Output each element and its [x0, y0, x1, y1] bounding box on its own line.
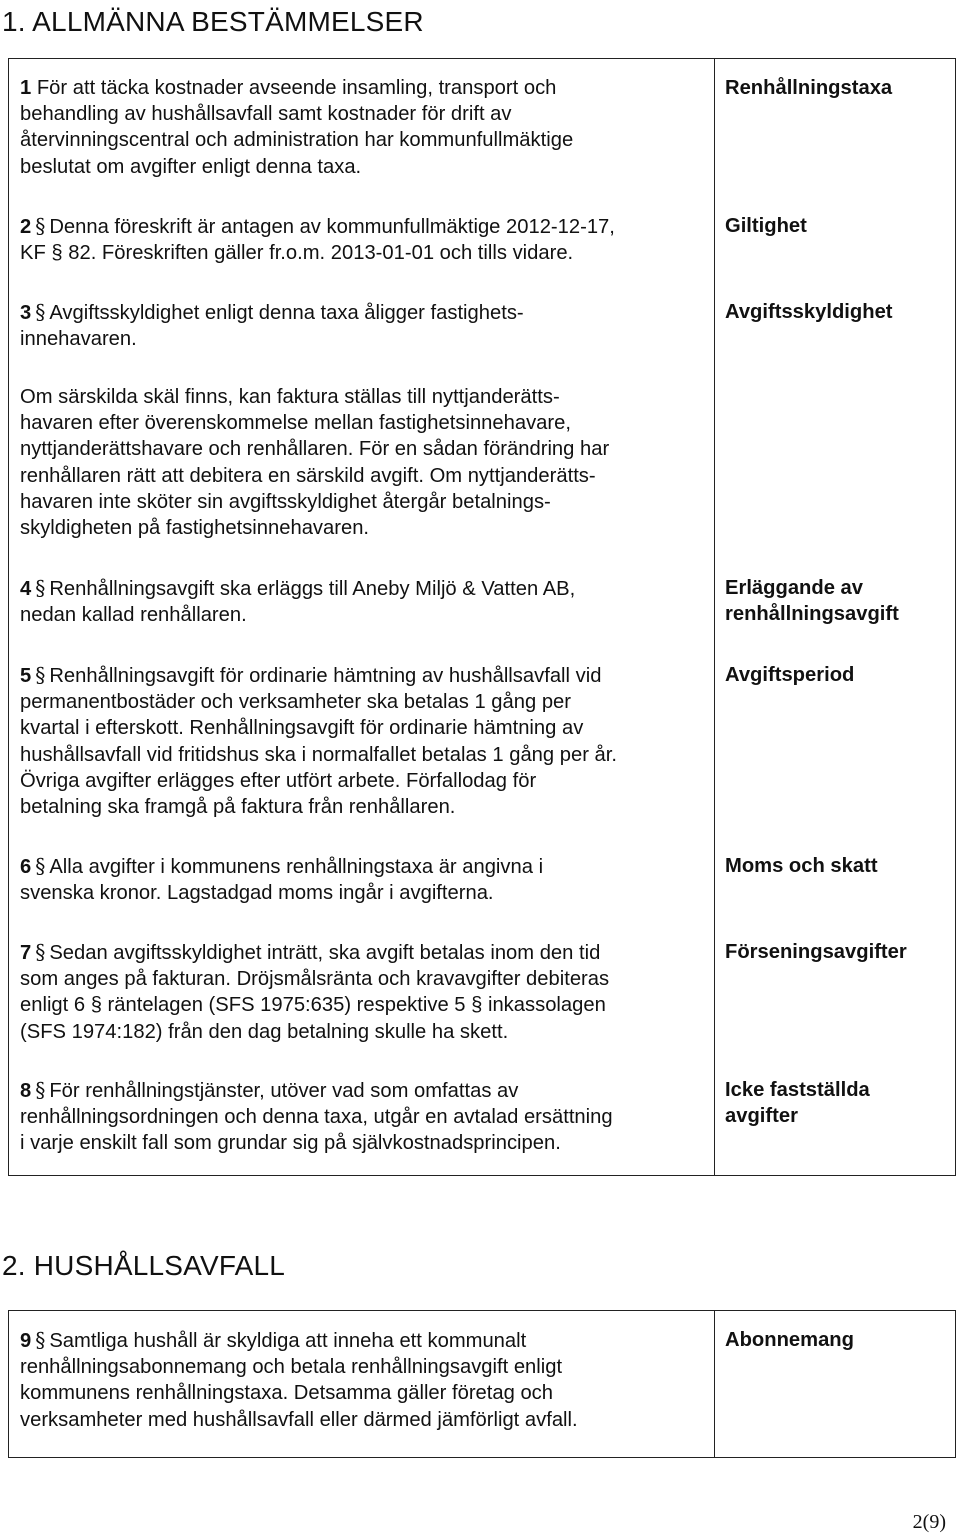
section-sign: §: [35, 1328, 46, 1352]
paragraph-5: [20, 662, 702, 820]
column-divider: [714, 1311, 715, 1457]
paragraph-3-continued: [20, 384, 702, 541]
paragraph-text: Sedan avgiftsskyldighet inträtt, ska avgift betalas inom den tid som anges på fakturan. Dröjsmålsränta och kravavgifter debiteras enligt 6 § räntelagen (SFS 1975:635) respektive 5 § inkassolagen (SFS 1974:182) från den dag betalning skulle ha skett.: [20, 942, 610, 1043]
paragraph-number: 5: [20, 665, 32, 687]
paragraph-text: Denna föreskrift är antagen av kommunfullmäktige 2012-12-17, KF § 82. Föreskriften gäller fr.o.m. 2013-01-01 och tills vidare.: [20, 216, 615, 265]
paragraph-text: Om särskilda skäl finns, kan faktura ställas till nyttjanderätts- havaren efter överenskommelse mellan fastighetsinnehavare, nyttjanderättshavare och renhållaren. För en sådan förändring har renhållaren rätt att debitera en särskild avgift. Om nyttjanderätts- havaren inte sköter sin avgiftsskyldighet återgår betalnings- skyldigheten på fastighetsinnehavaren.: [20, 386, 610, 540]
paragraph-1: [20, 75, 702, 180]
side-label-icke-faststallda: Icke fastställda avgifter: [725, 1079, 870, 1128]
side-label-forseningsavgifter: Förseningsavgifter: [725, 941, 907, 963]
paragraph-3: [20, 299, 702, 352]
paragraph-number: 3: [20, 302, 32, 324]
paragraph-number: 6: [20, 856, 32, 878]
section-1-heading: 1. ALLMÄNNA BESTÄMMELSER: [2, 6, 424, 37]
section-sign: §: [35, 300, 46, 324]
paragraph-2: [20, 213, 702, 266]
paragraph-number: 4: [20, 578, 32, 600]
section-sign: §: [35, 940, 46, 964]
paragraph-9: [20, 1327, 702, 1433]
paragraph-text: Renhållningsavgift ska erläggs till Aneby Miljö & Vatten AB, nedan kallad renhållaren.: [20, 578, 576, 627]
paragraph-number: 7: [20, 942, 32, 964]
section-sign: §: [35, 663, 46, 687]
paragraph-number: 2: [20, 216, 32, 238]
section-2-table: [8, 1310, 956, 1458]
side-label-abonnemang: Abonnemang: [725, 1329, 854, 1351]
paragraph-8: [20, 1077, 702, 1157]
page-number: 2(9): [912, 1511, 946, 1533]
section-sign: §: [35, 1078, 46, 1102]
side-label-giltighet: Giltighet: [725, 215, 807, 237]
paragraph-text: Avgiftsskyldighet enligt denna taxa åligger fastighets- innehavaren.: [20, 302, 524, 351]
paragraph-text: Alla avgifter i kommunens renhållningstaxa är angivna i svenska kronor. Lagstadgad moms ingår i avgifterna.: [20, 856, 544, 905]
side-label-erlaggande: Erläggande av renhållningsavgift: [725, 577, 899, 626]
section-1-table: [8, 58, 956, 1176]
side-label-renhallningstaxa: Renhållningstaxa: [725, 77, 893, 99]
column-divider: [714, 59, 715, 1175]
paragraph-text: För att täcka kostnader avseende insamling, transport och behandling av hushållsavfall samt kostnader för drift av återvinningscentral och administration har kommunfullmäktige beslutat om avgifter enligt denna taxa.: [20, 77, 574, 178]
paragraph-text: För renhållningstjänster, utöver vad som omfattas av renhållningsordningen och denna taxa, utgår en avtalad ersättning i varje enskilt fall som grundar sig på självkostnadsprincipen.: [20, 1080, 613, 1155]
paragraph-text: Renhållningsavgift för ordinarie hämtning av hushållsavfall vid permanentbostäder och verksamheter ska betalas 1 gång per kvartal i efterskott. Renhållningsavgift för ordinarie hämtning av hushållsavfall vid fritidshus ska i normalfallet betalas 1 gång per år. Övriga avgifter erlägges efter utfört arbete. Förfallodag för betalning ska framgå på faktura från renhållaren.: [20, 665, 617, 819]
paragraph-6: [20, 853, 702, 906]
section-sign: §: [35, 576, 46, 600]
side-label-moms: Moms och skatt: [725, 855, 878, 877]
section-sign: §: [35, 854, 46, 878]
paragraph-number: 9: [20, 1330, 32, 1352]
paragraph-4: [20, 575, 702, 628]
side-label-avgiftsperiod: Avgiftsperiod: [725, 664, 855, 686]
section-2-heading: 2. HUSHÅLLSAVFALL: [2, 1250, 286, 1281]
paragraph-7: [20, 939, 702, 1045]
paragraph-number: 8: [20, 1080, 32, 1102]
paragraph-number: 1: [20, 77, 32, 99]
side-label-avgiftsskyldighet: Avgiftsskyldighet: [725, 301, 893, 323]
section-sign: §: [35, 214, 46, 238]
paragraph-text: Samtliga hushåll är skyldiga att inneha ett kommunalt renhållningsabonnemang och betala renhållningsavgift enligt kommunens renhållningstaxa. Detsamma gäller företag och verksamheter med hushållsavfall eller därmed jämförligt avfall.: [20, 1330, 578, 1431]
